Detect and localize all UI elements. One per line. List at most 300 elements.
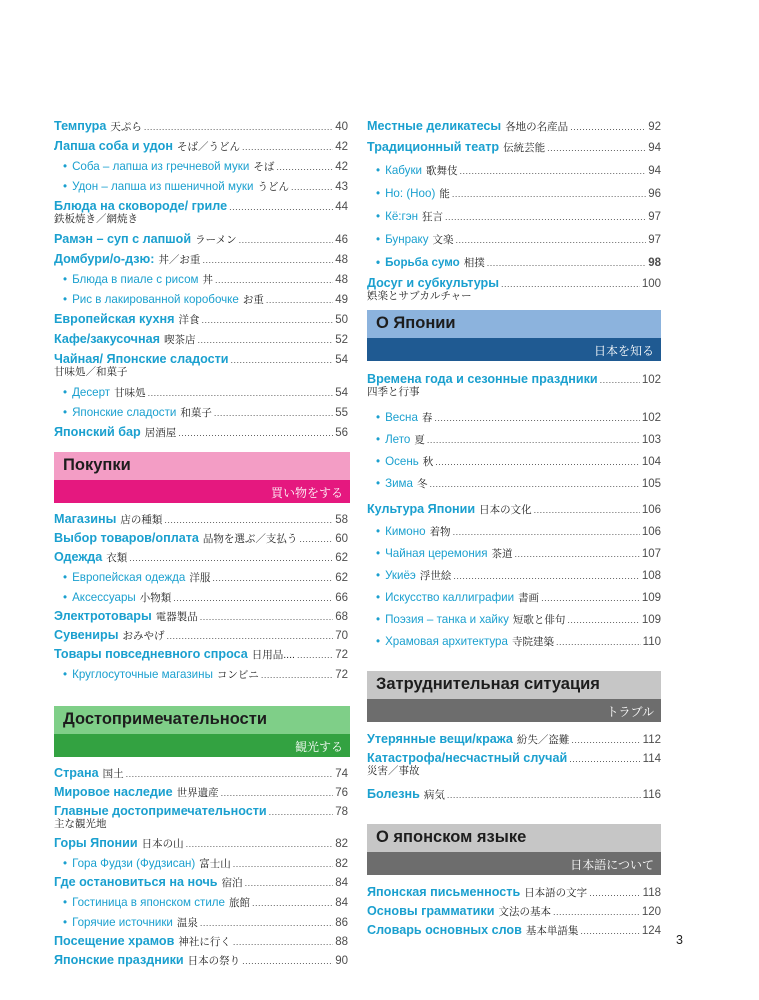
toc-subentry[interactable] — [367, 164, 661, 178]
toc-entry[interactable] — [367, 141, 661, 155]
toc-right-column — [367, 120, 661, 938]
toc-entry-japanese: 電器製品 — [155, 611, 198, 623]
toc-entry-page: 74 — [335, 768, 348, 780]
toc-entry-title: • Чайная церемония — [376, 547, 488, 560]
toc-leader-dots — [200, 917, 333, 930]
toc-entry-title: • Но: (Ноо) — [376, 187, 435, 200]
toc-entry[interactable] — [54, 233, 348, 247]
toc-leader-dots — [186, 838, 334, 851]
japan-section-header[interactable] — [367, 310, 661, 361]
toc-entry[interactable] — [54, 120, 348, 134]
toc-leader-dots — [434, 412, 639, 425]
toc-subentry[interactable] — [54, 406, 348, 420]
toc-entry-page: 56 — [335, 427, 348, 439]
toc-entry-japanese: 宿泊 — [221, 877, 243, 889]
toc-entry-page: 55 — [335, 407, 348, 419]
toc-entry-page: 86 — [335, 917, 348, 929]
toc-leader-dots — [212, 572, 333, 585]
toc-leader-dots — [231, 354, 334, 367]
toc-entry-title: Блюда на сковороде/ гриле — [54, 199, 228, 213]
toc-entry-title: Культура Японии — [367, 502, 476, 516]
toc-entry-title: Рамэн – суп с лапшой — [54, 232, 192, 246]
toc-subentry[interactable] — [367, 233, 661, 247]
toc-leader-dots — [589, 887, 640, 900]
toc-subentry[interactable] — [54, 591, 348, 605]
toc-leader-dots — [515, 548, 640, 561]
toc-entry-title: Чайная/ Японские сладости — [54, 352, 229, 366]
trouble-title: Затруднительная ситуация — [376, 675, 600, 693]
toc-entry-japanese: そば — [253, 161, 275, 173]
toc-leader-dots — [164, 514, 333, 527]
toc-leader-dots — [178, 427, 333, 440]
toc-entry-title: Болезнь — [367, 787, 420, 801]
toc-leader-dots — [276, 161, 333, 174]
toc-entry-japanese: 短歌と俳句 — [512, 614, 566, 626]
toc-entry-japanese: 品物を選ぶ／支払う — [202, 533, 298, 545]
toc-entry[interactable] — [367, 905, 661, 919]
toc-entry-title: Традиционный театр — [367, 140, 500, 154]
toc-entry-title: • Борьба сумо — [376, 256, 460, 269]
toc-entry-page: 106 — [641, 504, 661, 516]
toc-entry-title: Выбор товаров/оплата — [54, 531, 199, 545]
shopping-subtitle: 買い物をする — [270, 486, 343, 500]
toc-entry[interactable] — [54, 804, 348, 830]
toc-subentry[interactable] — [367, 613, 661, 627]
toc-entry-title: • Укиёэ — [376, 569, 416, 582]
toc-entry[interactable] — [54, 140, 348, 154]
toc-entry-title: Времена года и сезонные праздники — [367, 372, 598, 386]
toc-entry-japanese: 洋食 — [178, 314, 200, 326]
toc-entry-japanese: 冬 — [416, 478, 428, 490]
toc-entry-title: • Удон – лапша из пшеничной муки — [63, 180, 253, 193]
shopping-section-header[interactable] — [54, 452, 350, 503]
toc-entry-page: 90 — [335, 955, 348, 967]
toc-entry-title: Домбури/о-дзю: — [54, 252, 155, 266]
toc-entry-title: • Гора Фудзи (Фудзисан) — [63, 857, 195, 870]
toc-entry-japanese: 日用品.... — [251, 649, 295, 661]
toc-entry-page: 120 — [641, 906, 661, 918]
toc-entry-japanese: 和菓子 — [180, 407, 212, 419]
toc-leader-dots — [547, 142, 646, 155]
toc-entry-japanese: 相撲 — [463, 257, 485, 269]
toc-entry-page: 109 — [641, 614, 661, 626]
toc-entry-japanese: 紛失／盗難 — [516, 734, 570, 746]
toc-entry-page: 105 — [641, 478, 661, 490]
toc-entry-japanese: 日本の文化 — [479, 504, 532, 516]
toc-entry-title: • Кё:гэн — [376, 210, 418, 223]
toc-entry-japanese: 文法の基本 — [498, 906, 551, 918]
toc-entry-title: Местные деликатесы — [367, 119, 502, 133]
toc-entry[interactable] — [54, 333, 348, 347]
toc-entry-japanese: 神社に行く — [178, 936, 231, 948]
toc-entry[interactable] — [54, 532, 348, 546]
toc-entry-title: Магазины — [54, 512, 117, 526]
toc-entry-page: 112 — [642, 734, 661, 746]
toc-entry[interactable] — [54, 837, 348, 851]
toc-entry[interactable] — [54, 426, 348, 440]
toc-entry-title: • Лето — [376, 433, 410, 446]
toc-entry-title: • Зима — [376, 477, 413, 490]
toc-entry-title: • Рис в лакированной коробочке — [63, 293, 239, 306]
toc-leader-dots — [297, 649, 333, 662]
toc-entry[interactable] — [54, 610, 348, 624]
toc-leader-dots — [429, 478, 639, 491]
toc-entry-title: Словарь основных слов — [367, 923, 522, 937]
toc-entry-page: 62 — [335, 572, 348, 584]
toc-entry-page: 104 — [641, 456, 661, 468]
toc-entry-japanese: 着物 — [429, 526, 451, 538]
sights-group — [54, 767, 348, 968]
toc-entry-title: Одежда — [54, 550, 103, 564]
toc-entry-japanese: 洋服 — [189, 572, 211, 584]
toc-entry-page: 49 — [335, 294, 348, 306]
toc-leader-dots — [202, 254, 333, 267]
toc-entry[interactable] — [54, 551, 348, 565]
toc-leader-dots — [580, 925, 639, 938]
toc-entry[interactable] — [54, 513, 348, 527]
toc-entry-page: 52 — [335, 334, 348, 346]
toc-leader-dots — [569, 753, 640, 766]
toc-subentry[interactable] — [367, 411, 661, 425]
toc-entry[interactable] — [367, 924, 661, 938]
toc-subentry[interactable] — [54, 896, 348, 910]
toc-entry[interactable] — [367, 886, 661, 900]
toc-entry-page: 106 — [641, 526, 661, 538]
food-group — [54, 120, 348, 440]
japan-culture-group — [367, 503, 661, 649]
toc-leader-dots — [291, 181, 333, 194]
toc-entry-japanese: 喫茶店 — [163, 334, 196, 346]
toc-entry-page: 50 — [335, 314, 348, 326]
toc-entry-japanese: 甘味処 — [114, 387, 146, 399]
toc-entry-page: 42 — [335, 161, 348, 173]
toc-leader-dots — [266, 294, 333, 307]
toc-entry-page: 124 — [641, 925, 661, 937]
toc-subentry[interactable] — [367, 591, 661, 605]
toc-leader-dots — [453, 570, 639, 583]
japan-subtitle: 日本を知る — [593, 344, 654, 358]
toc-entry-japanese: 寺院建築 — [511, 636, 554, 648]
toc-entry-title: • Европейская одежда — [63, 571, 185, 584]
toc-leader-dots — [200, 611, 333, 624]
toc-entry[interactable] — [54, 199, 348, 225]
shopping-group — [54, 513, 348, 682]
toc-entry-title: • Храмовая архитектура — [376, 635, 508, 648]
toc-entry-page: 76 — [335, 787, 348, 799]
toc-entry-page: 88 — [335, 936, 348, 948]
toc-entry-page: 82 — [335, 858, 348, 870]
toc-entry[interactable] — [367, 503, 661, 517]
toc-entry-page: 54 — [335, 354, 348, 366]
toc-entry[interactable] — [367, 751, 661, 777]
toc-entry-japanese: 温泉 — [176, 917, 198, 929]
toc-leader-dots — [245, 877, 334, 890]
toc-leader-dots — [129, 552, 333, 565]
toc-entry[interactable] — [367, 276, 661, 302]
toc-entry-title: • Осень — [376, 455, 419, 468]
toc-entry-japanese: コンビニ — [216, 669, 259, 681]
toc-entry-page: 72 — [335, 669, 348, 681]
toc-entry-title: • Японские сладости — [63, 406, 176, 419]
toc-entry-title: Товары повседневного спроса — [54, 647, 248, 661]
toc-entry-japanese: 浮世絵 — [419, 570, 452, 582]
toc-leader-dots — [600, 374, 640, 387]
toc-entry-title: • Горячие источники — [63, 916, 173, 929]
toc-leader-dots — [201, 314, 333, 327]
toc-leader-dots — [173, 592, 333, 605]
toc-entry-japanese-subtitle: 鉄板焼き／網焼き — [54, 213, 138, 225]
sights-subtitle: 観光する — [294, 740, 343, 754]
toc-entry-title: • Блюда в пиале с рисом — [63, 273, 198, 286]
toc-entry-title: Мировое наследие — [54, 785, 173, 799]
toc-entry[interactable] — [367, 788, 661, 802]
toc-entry-page: 46 — [335, 234, 348, 246]
toc-leader-dots — [571, 734, 640, 747]
toc-entry-title: Лапша соба и удон — [54, 139, 173, 153]
toc-entry-japanese: 書画 — [518, 592, 540, 604]
toc-leader-dots — [447, 789, 641, 802]
toc-entry-page: 92 — [648, 121, 661, 133]
toc-entry-japanese: 天ぷら — [110, 121, 142, 133]
toc-entry-japanese: 衣類 — [106, 552, 128, 564]
toc-entry-page: 58 — [335, 514, 348, 526]
toc-entry-page: 108 — [641, 570, 661, 582]
toc-entry-title: Японский бар — [54, 425, 141, 439]
toc-subentry[interactable] — [54, 857, 348, 871]
toc-entry-page: 84 — [335, 877, 348, 889]
toc-entry-japanese-subtitle: 甘味処／和菓子 — [54, 366, 128, 378]
toc-entry-japanese: 丼 — [202, 274, 213, 286]
toc-leader-dots — [534, 504, 640, 517]
toc-leader-dots — [567, 614, 639, 627]
toc-entry-page: 118 — [642, 887, 661, 899]
toc-entry-japanese: 居酒屋 — [144, 427, 177, 439]
toc-entry-page: 102 — [641, 374, 661, 386]
toc-entry-page: 40 — [335, 121, 348, 133]
trouble-group — [367, 733, 661, 802]
toc-subentry[interactable] — [54, 293, 348, 307]
toc-entry[interactable] — [54, 954, 348, 968]
toc-entry-title: Основы грамматики — [367, 904, 495, 918]
toc-entry-japanese-subtitle: 災害／事故 — [367, 765, 420, 777]
toc-entry[interactable] — [54, 935, 348, 949]
toc-entry[interactable] — [54, 786, 348, 800]
toc-leader-dots — [242, 955, 333, 968]
toc-leader-dots — [299, 533, 333, 546]
toc-subentry[interactable] — [367, 187, 661, 201]
toc-entry-page: 102 — [641, 412, 661, 424]
toc-entry-page: 70 — [335, 630, 348, 642]
toc-entry-japanese: 茶道 — [491, 548, 513, 560]
toc-entry-japanese: 日本の山 — [141, 838, 184, 850]
toc-entry-japanese-subtitle: 娯楽とサブカルチャー — [367, 290, 472, 302]
toc-entry-title: • Десерт — [63, 386, 110, 399]
toc-entry-title: Японская письменность — [367, 885, 521, 899]
toc-entry-japanese: 日本の祭り — [187, 955, 241, 967]
toc-leader-dots — [487, 257, 646, 270]
toc-subentry[interactable] — [367, 256, 661, 270]
toc-entry-japanese: 夏 — [414, 434, 425, 446]
toc-subentry[interactable] — [367, 455, 661, 469]
toc-subentry[interactable] — [367, 569, 661, 583]
toc-entry-page: 82 — [335, 838, 348, 850]
toc-entry-title: Где остановиться на ночь — [54, 875, 218, 889]
toc-entry-japanese: 伝統芸能 — [503, 142, 546, 154]
toc-leader-dots — [233, 858, 333, 871]
toc-entry-japanese: 歌舞伎 — [426, 165, 458, 177]
language-group — [367, 886, 661, 938]
sights-title: Достопримечательности — [63, 710, 267, 728]
toc-entry-page: 42 — [335, 141, 348, 153]
toc-leader-dots — [435, 456, 640, 469]
toc-entry-title: • Кабуки — [376, 164, 422, 177]
toc-leader-dots — [445, 211, 646, 224]
toc-entry-title: • Соба – лапша из гречневой муки — [63, 160, 249, 173]
language-subtitle: 日本語について — [570, 858, 654, 872]
toc-entry-title: Главные достопримечательности — [54, 804, 267, 818]
toc-leader-dots — [456, 234, 647, 247]
toc-entry[interactable] — [54, 253, 348, 267]
language-section-header[interactable] — [367, 824, 661, 875]
toc-entry-title: Темпура — [54, 119, 107, 133]
toc-entry-page: 116 — [642, 789, 661, 801]
toc-entry-japanese: 日本語の文字 — [524, 887, 588, 899]
toc-leader-dots — [144, 121, 333, 134]
toc-left-column — [54, 120, 348, 968]
toc-entry-page: 43 — [335, 181, 348, 193]
toc-subentry[interactable] — [367, 477, 661, 491]
toc-entry-page: 48 — [335, 274, 348, 286]
toc-entry-page: 103 — [641, 434, 661, 446]
toc-entry-page: 97 — [648, 211, 661, 223]
toc-leader-dots — [242, 141, 333, 154]
toc-leader-dots — [501, 278, 640, 291]
toc-leader-dots — [427, 434, 640, 447]
toc-entry-page: 62 — [335, 552, 348, 564]
toc-entry-page: 100 — [641, 278, 661, 290]
toc-entry-japanese-subtitle: 四季と行事 — [367, 386, 420, 398]
toc-entry-japanese: うどん — [257, 181, 289, 193]
trouble-section-header[interactable] — [367, 671, 661, 722]
seasons-group — [367, 373, 661, 491]
toc-subentry[interactable] — [367, 525, 661, 539]
toc-entry-title: Кафе/закусочная — [54, 332, 160, 346]
toc-entry-japanese: 丼／お重 — [158, 254, 201, 266]
toc-entry-japanese: 春 — [421, 412, 433, 424]
toc-subentry[interactable] — [54, 273, 348, 287]
toc-entry[interactable] — [54, 876, 348, 890]
toc-entry-page: 94 — [648, 165, 661, 177]
toc-entry-japanese: 各地の名産品 — [505, 121, 569, 133]
toc-entry[interactable] — [367, 733, 661, 747]
toc-leader-dots — [233, 936, 333, 949]
toc-entry-title: • Бунраку — [376, 233, 429, 246]
toc-subentry[interactable] — [54, 180, 348, 194]
toc-entry-title: Утерянные вещи/кража — [367, 732, 513, 746]
toc-entry-page: 72 — [335, 649, 348, 661]
toc-entry-page: 48 — [335, 254, 348, 266]
toc-entry-page: 97 — [648, 234, 661, 246]
toc-entry-japanese: 旅館 — [229, 897, 251, 909]
trouble-subtitle: トラブル — [606, 705, 654, 719]
toc-leader-dots — [126, 768, 334, 781]
toc-entry-title: Электротовары — [54, 609, 152, 623]
toc-entry-page: 66 — [335, 592, 348, 604]
toc-entry-japanese-subtitle: 主な観光地 — [54, 818, 107, 830]
language-title: О японском языке — [376, 828, 527, 846]
toc-entry[interactable] — [54, 629, 348, 643]
toc-entry-title: Страна — [54, 766, 99, 780]
toc-entry[interactable] — [367, 120, 661, 134]
toc-subentry[interactable] — [54, 160, 348, 174]
toc-entry-title: • Искусство каллиграфии — [376, 591, 514, 604]
toc-entry-page: 68 — [335, 611, 348, 623]
toc-entry-page: 44 — [335, 201, 348, 213]
toc-leader-dots — [148, 387, 334, 400]
toc-subentry[interactable] — [367, 635, 661, 649]
toc-entry-title: • Поэзия – танка и хайку — [376, 613, 509, 626]
toc-leader-dots — [197, 334, 333, 347]
toc-leader-dots — [252, 897, 333, 910]
toc-entry-page: 94 — [648, 142, 661, 154]
toc-leader-dots — [221, 787, 334, 800]
toc-entry-title: • Гостиница в японском стиле — [63, 896, 225, 909]
toc-entry[interactable] — [367, 372, 661, 398]
toc-entry-page: 114 — [642, 753, 661, 765]
toc-entry-title: Европейская кухня — [54, 312, 175, 326]
toc-entry-page: 54 — [335, 387, 348, 399]
toc-entry-japanese: 国土 — [102, 768, 124, 780]
toc-leader-dots — [269, 806, 334, 819]
toc-entry-page: 84 — [335, 897, 348, 909]
culture-group — [367, 119, 661, 302]
toc-entry-title: Посещение храмов — [54, 934, 175, 948]
toc-entry-page: 110 — [642, 636, 661, 648]
toc-entry-japanese: 病気 — [423, 789, 445, 801]
sights-section-header[interactable] — [54, 706, 350, 757]
toc-entry[interactable] — [54, 648, 348, 662]
toc-entry-page: 107 — [641, 548, 661, 560]
toc-entry-title: Досуг и субкультуры — [367, 276, 499, 290]
toc-subentry[interactable] — [367, 210, 661, 224]
toc-entry-title: Японские праздники — [54, 953, 184, 967]
toc-entry-title: • Аксессуары — [63, 591, 136, 604]
toc-subentry[interactable] — [54, 916, 348, 930]
toc-entry[interactable] — [54, 313, 348, 327]
toc-leader-dots — [556, 636, 641, 649]
toc-entry-japanese: 小物類 — [139, 592, 172, 604]
japan-title: О Японии — [376, 314, 456, 332]
toc-leader-dots — [229, 201, 333, 214]
toc-entry-page: 96 — [648, 188, 661, 200]
toc-leader-dots — [166, 630, 333, 643]
toc-entry-title: Сувениры — [54, 628, 119, 642]
toc-subentry[interactable] — [367, 433, 661, 447]
toc-entry[interactable] — [54, 352, 348, 378]
toc-subentry[interactable] — [54, 668, 348, 682]
toc-subentry[interactable] — [54, 386, 348, 400]
toc-entry[interactable] — [54, 767, 348, 781]
toc-entry-japanese: 店の種類 — [120, 514, 163, 526]
toc-leader-dots — [215, 274, 333, 287]
toc-leader-dots — [261, 669, 333, 682]
page-number: 3 — [676, 933, 683, 947]
toc-subentry[interactable] — [54, 571, 348, 585]
toc-entry-japanese: 狂言 — [422, 211, 444, 223]
toc-subentry[interactable] — [367, 547, 661, 561]
toc-entry-page: 78 — [335, 806, 348, 818]
toc-entry-title: • Кимоно — [376, 525, 426, 538]
